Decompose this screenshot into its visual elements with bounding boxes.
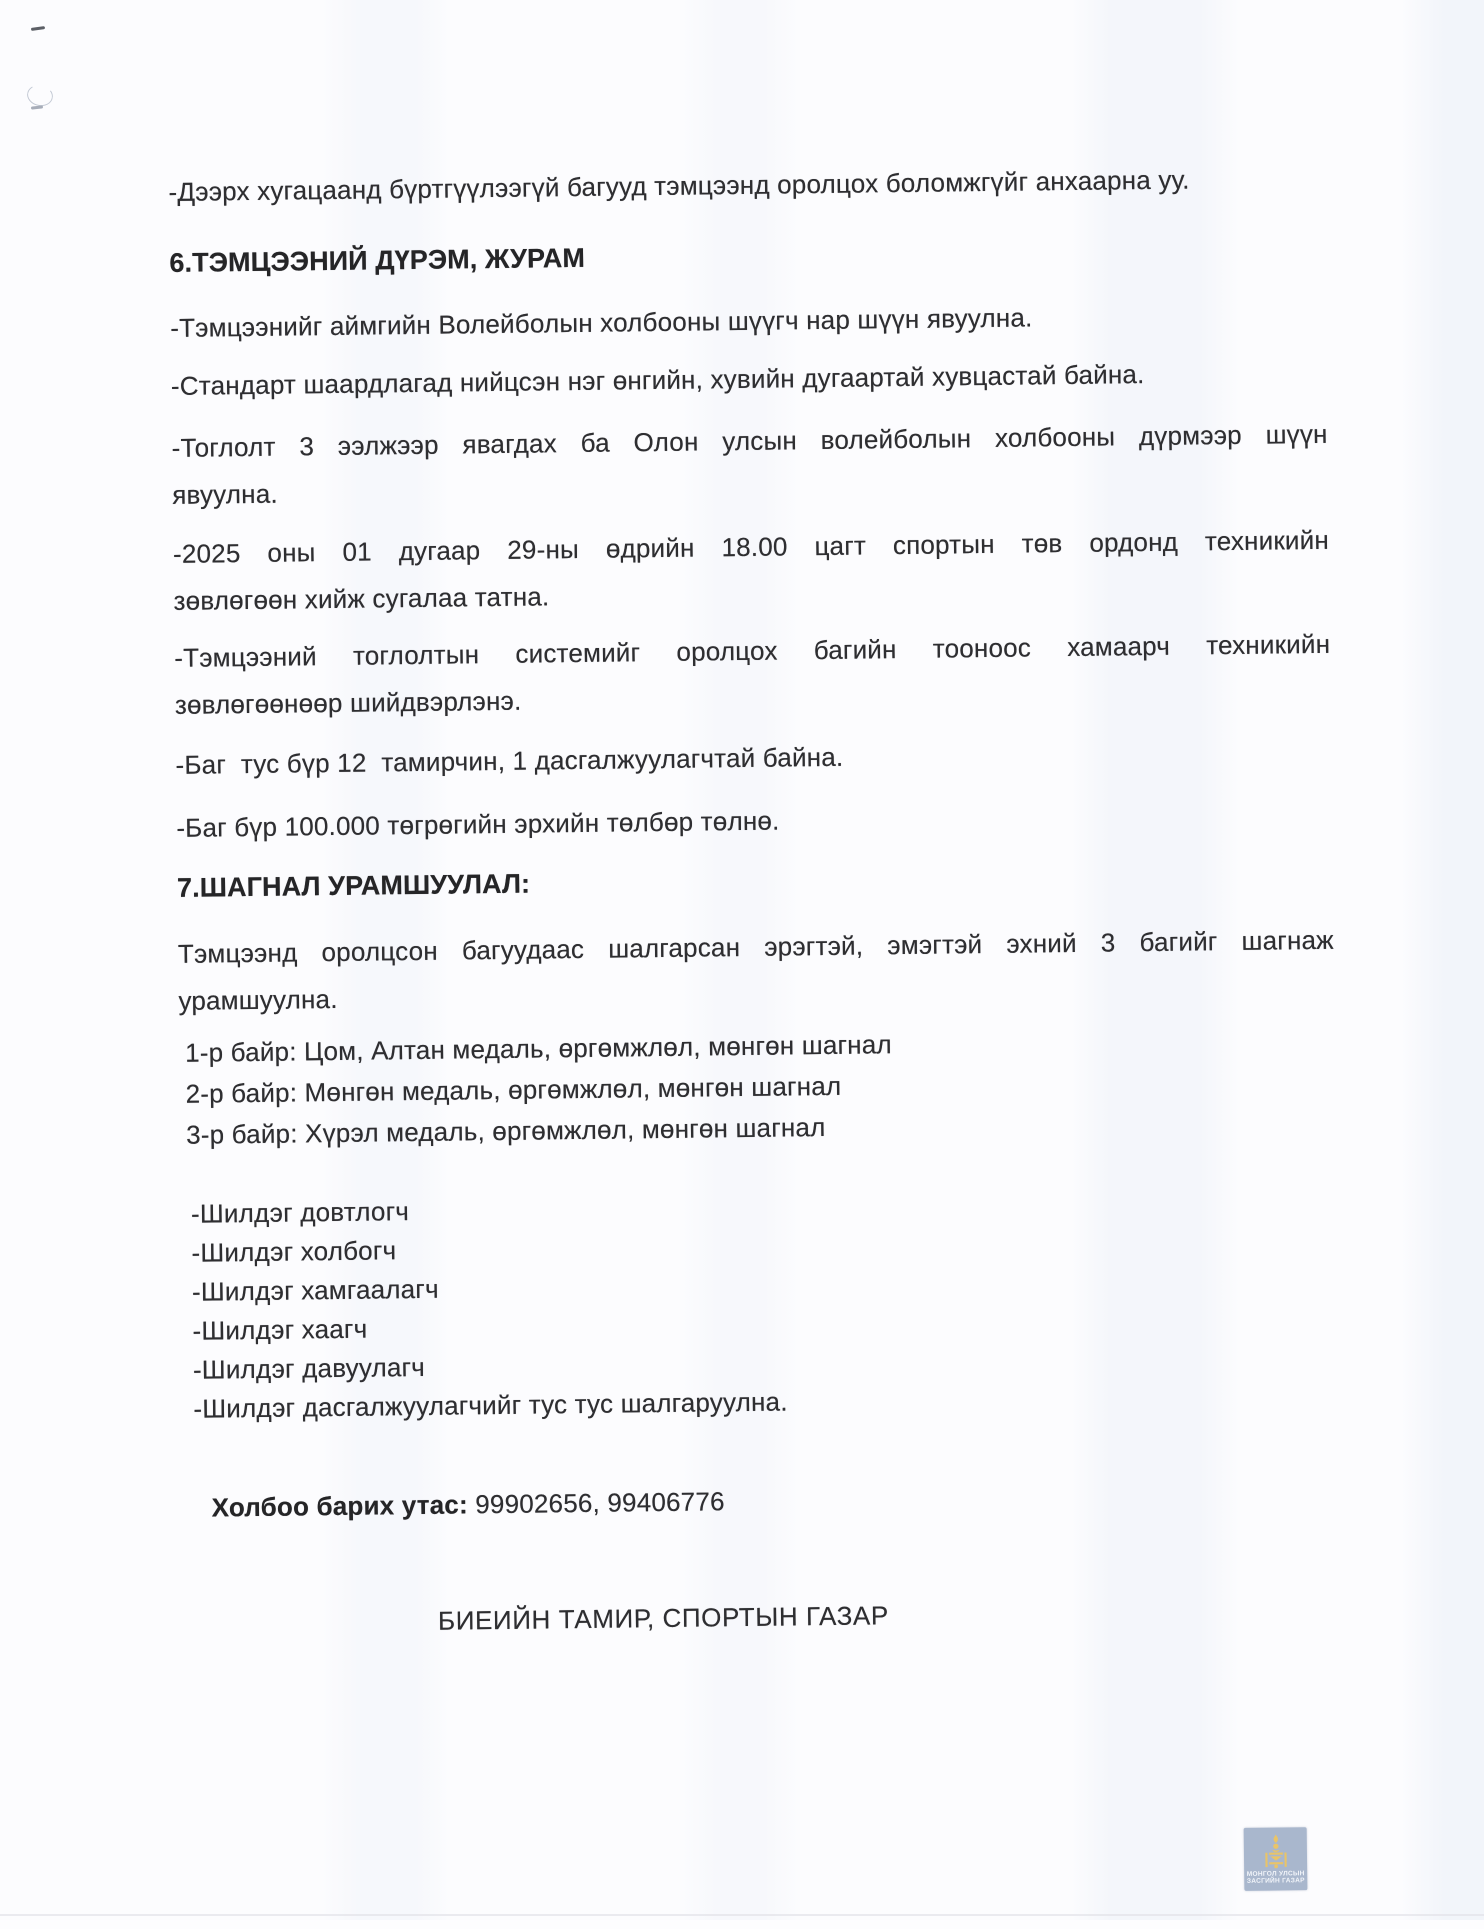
intro-note: -Дээрх хугацаанд бүртгүүлээгүй багууд тэмцээнд оролцох боломжгүйг анхаарна уу. (168, 164, 1190, 207)
contact-phone-numbers: 99902656, 99406776 (467, 1486, 725, 1520)
section7-heading: 7.ШАГНАЛ УРАМШУУЛАЛ: (176, 868, 531, 903)
signature-organization: БИЕИЙН ТАМИР, СПОРТЫН ГАЗАР (437, 1600, 889, 1636)
prize-third-place: 3-р байр: Хүрэл медаль, өргөмжлөл, мөнгөн шагнал (185, 1111, 826, 1150)
best-award-setter: -Шилдэг холбогч (191, 1235, 397, 1268)
best-award-defender: -Шилдэг хамгаалагч (191, 1273, 439, 1307)
best-award-blocker: -Шилдэг хаагч (192, 1313, 368, 1346)
awards-intro-line2: урамшуулна. (178, 983, 338, 1016)
soyombo-icon (1264, 1834, 1286, 1868)
rule-technical-meeting-line2: зөвлөгөөн хийж сугалаа татна. (173, 581, 550, 616)
contact-line (211, 1470, 1367, 1531)
rule-referees: -Тэмцээнийг аймгийн Волейболын холбооны шүүгч нар шүүн явуулна. (170, 302, 1033, 343)
rule-technical-meeting-line1: -2025 оны 01 дугаар 29-ны өдрийн 18.00 цагт спортын төв ордонд техникийн (172, 524, 1330, 569)
prize-second-place: 2-р байр: Мөнгөн медаль, өргөмжлөл, мөнгөн шагнал (185, 1070, 842, 1109)
contact-label: Холбоо барих утас: (211, 1489, 469, 1523)
best-award-attacker: -Шилдэг довтлогч (190, 1196, 410, 1229)
prize-first-place: 1-р байр: Цом, Алтан медаль, өргөмжлөл, мөнгөн шагнал (184, 1029, 892, 1068)
government-logo (1244, 1827, 1308, 1891)
awards-intro-line1: Тэмцээнд оролцсон багуудаас шалгарсан эрэгтэй, эмэгтэй эхний 3 багийг шагнаж (177, 924, 1334, 969)
rule-roster: -Баг тус бүр 12 тамирчин, 1 дасгалжуулагчтай байна. (175, 741, 844, 780)
government-logo-text: МОНГОЛ УЛСЫН ЗАСГИЙН ГАЗАР (1246, 1870, 1305, 1886)
rule-uniform: -Стандарт шаардлагад нийцсэн нэг өнгийн, хувийн дугаартай хувцастай байна. (170, 359, 1145, 401)
rule-system-line2: зөвлөгөөнөөр шийдвэрлэнэ. (174, 685, 522, 720)
best-award-coach: -Шилдэг дасгалжуулагчийг тус тус шалгаруулна. (193, 1386, 788, 1424)
rule-fee: -Баг бүр 100.000 төгрөгийн эрхийн төлбөр төлнө. (176, 805, 780, 843)
best-award-server: -Шилдэг давуулагч (192, 1351, 426, 1385)
rule-match-format-line1: -Тоглолт 3 ээлжээр явагдах ба Олон улсын волейболын холбооны дүрмээр шүүн (171, 418, 1328, 463)
rule-match-format-line2: явуулна. (172, 478, 279, 510)
section6-heading: 6.ТЭМЦЭЭНИЙ ДҮРЭМ, ЖУРАМ (169, 242, 586, 278)
rule-system-line1: -Тэмцээний тоглолтын системийг оролцох багийн тооноос хамаарч техникийн (174, 628, 1331, 673)
